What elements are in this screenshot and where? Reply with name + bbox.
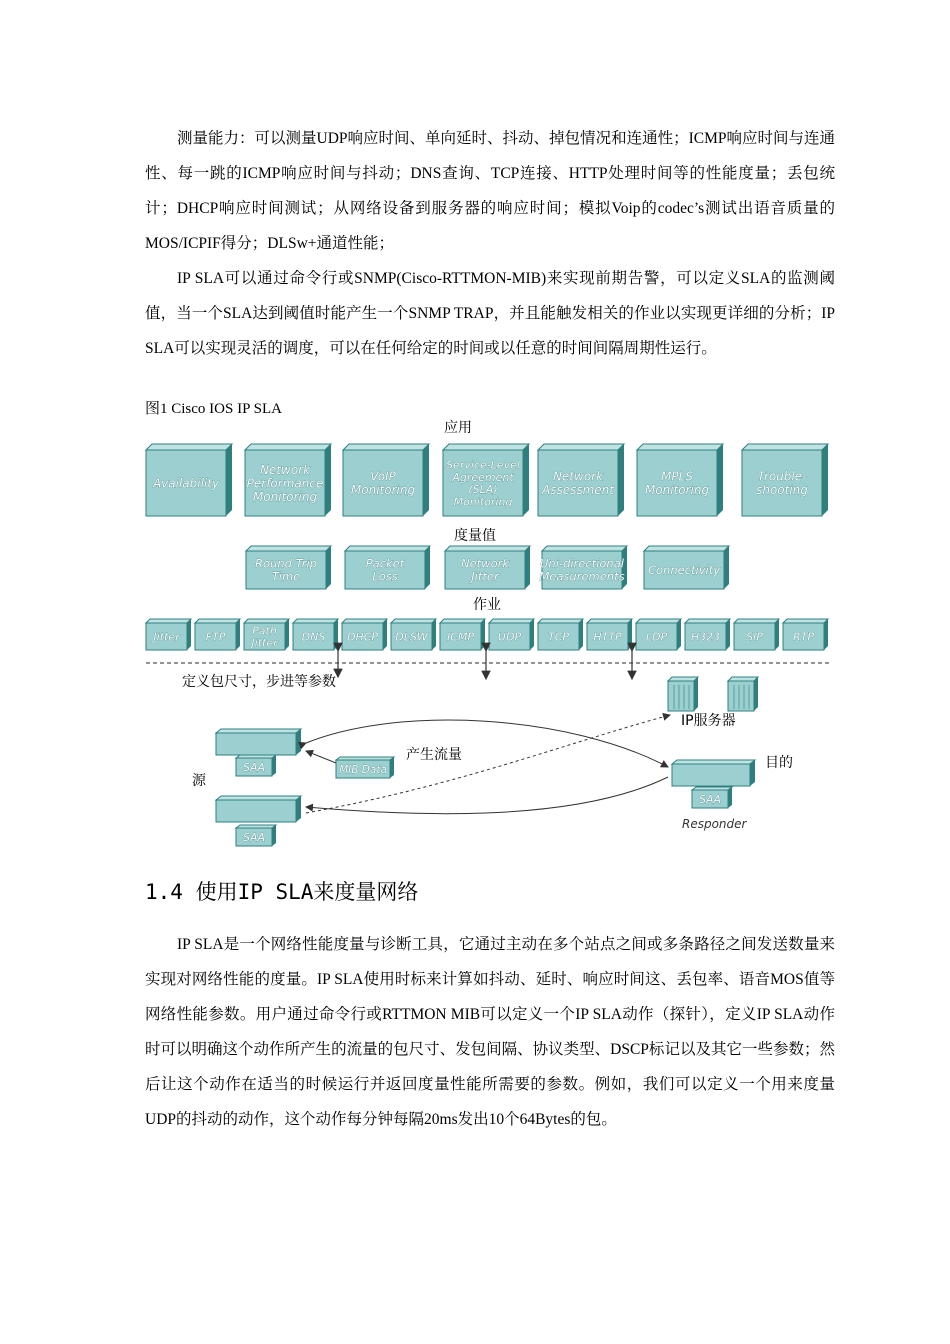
application-box-text: Network [259,462,311,477]
application-box-text: Agreement [452,470,514,484]
application-box [742,444,828,516]
application-box-text: Trouble- [757,469,807,484]
saa-box-source-bottom [236,825,276,846]
metric-box-text: Loss [372,569,398,584]
ip-server-2 [728,677,758,711]
applications-row [146,444,828,516]
operation-box-text: Jitter [251,636,278,650]
application-box-text: MPLS [661,469,693,484]
operation-box-text: FTP [205,630,226,644]
application-box-text: Monitoring [644,483,710,498]
paragraph-ip-sla-overview: IP SLA是一个网络性能度量与诊断工具，它通过主动在多个站点之间或多条路径之间发送数量来实现对网络性能的度量。IP SLA使用时标来计算如抖动、延时、响应时间这、丢包率、语音MOS值等网络性能参数。用户通过命令行或RTTMON MIB可以定义一个IP SLA动作（探针），定义IP SLA动作时可以明确这个动作所产生的流量的包尺寸、发包间隔、协议类型、DSCP标记以及其它一些参数；然后让这个动作在适当的时候运行并返回度量性能所需要的参数。例如，我们可以定义一个用来度量UDP的抖动的动作，这个动作每分钟每隔20ms发出10个64Bytes的包。 [145,936,835,1128]
operation-box [587,619,632,650]
metric-box-text: Jitter [471,569,499,584]
operation-box-text: ICMP [446,630,475,644]
metric-box-text: Network [460,556,510,571]
traffic-curve-from-destination [306,777,668,814]
operation-box-text: LDP [645,630,668,644]
operation-box-text: UDP [497,630,522,644]
mib-to-source-arrow [306,751,336,763]
operation-box [440,619,485,650]
operation-box [685,619,730,650]
operation-box-text: HTTP [593,630,622,644]
metric-box-text: Connectivity [647,563,721,578]
operation-box [293,619,338,650]
operation-box-text: Path [252,624,277,638]
metrics-row [246,546,729,589]
metric-box-text: Round Trip [255,556,317,571]
application-box-text: Performance [246,476,324,491]
source-router-bottom [216,796,301,822]
operation-box [391,619,436,650]
metrics-label: 度量值 [454,528,496,544]
operations-label: 作业 [473,597,501,613]
ip-server-1 [668,677,698,711]
metric-box [644,546,729,589]
application-box-text: (SLA) [468,483,498,497]
section-heading: 1.4 使用IP SLA来度量网络 [145,880,419,904]
operation-box [195,619,240,650]
application-box [245,444,331,516]
application-box-text: Monitoring [350,483,416,498]
operation-box [489,619,534,650]
saa-box-destination [692,787,732,808]
operation-box-text: DNS [301,630,326,644]
application-box [637,444,723,516]
operation-box [244,619,289,650]
application-box [343,444,429,516]
metric-box [345,546,430,589]
saa-label: SAA [242,831,266,844]
mib-data-box [336,757,394,778]
application-box-text: Monitoring [252,489,318,504]
figure-caption: 图1 Cisco IOS IP SLA [145,401,282,417]
paragraph-ip-sla-alerts: IP SLA可以通过命令行或SNMP(Cisco-RTTMON-MIB)来实现前期告警，可以定义SLA的监测阈值，当一个SLA达到阈值时能产生一个SNMP TRAP，并且能触发相关的作业以实现更详细的分析；IP SLA可以实现灵活的调度，可以在任何给定的时间或以任意的时间间隔周期性运行。 [145,270,835,357]
responder-label: Responder [682,817,747,831]
application-box [146,444,232,516]
metric-box-text: Time [271,569,301,584]
saa-label: SAA [242,761,266,774]
operation-box [734,619,779,650]
applications-label: 应用 [444,420,472,436]
cisco-ios-ip-sla-diagram [140,415,840,855]
operation-box-text: DHCP [346,630,379,644]
metric-box [246,546,331,589]
operation-box-text: H323 [690,630,721,644]
application-box-text: Service-Level [446,458,520,472]
operation-box-text: SIP [746,630,763,644]
application-box-text: Network [552,469,604,484]
operation-box [146,619,191,650]
application-box-text: Availability [152,476,220,491]
metric-box-text: Measurements [539,569,625,584]
params-label: 定义包尺寸，步进等参数 [182,674,336,690]
operation-box [636,619,681,650]
application-box-text: shooting [756,483,808,498]
metric-box-text: Uni-directional [540,556,624,571]
destination-label: 目的 [765,755,793,771]
operation-box-text: DLSW [395,630,428,644]
operation-box [342,619,387,650]
metric-box [539,546,627,589]
mib-data-label: MIB Data [339,764,387,776]
metric-box [445,546,530,589]
operation-box [538,619,583,650]
operation-box-text: RTP [793,630,814,644]
application-box-text: Assessment [542,483,614,498]
traffic-label: 产生流量 [406,747,462,763]
saa-box-source-top [236,755,276,776]
ip-server-label: IP服务器 [681,713,736,729]
destination-router [672,760,755,786]
metric-box-text: Packet [365,556,405,571]
saa-label: SAA [698,793,722,806]
application-box [443,444,529,516]
operations-row [146,619,828,650]
operation-box-text: Jitter [153,630,180,644]
application-box [538,444,624,516]
operation-box [783,619,828,650]
application-box-text: Monitoring [453,495,513,509]
operation-box-text: TCP [547,630,570,644]
paragraph-measurement-capabilities: 测量能力：可以测量UDP响应时间、单向延时、抖动、掉包情况和连通性；ICMP响应时间与连通性、每一跳的ICMP响应时间与抖动；DNS查询、TCP连接、HTTP处理时间等的性能度量；丢包统计；DHCP响应时间测试；从网络设备到服务器的响应时间；模拟Voip的codec’s测试出语音质量的MOS/ICPIF得分；DLSw+通道性能； [145,130,835,252]
source-label: 源 [192,773,206,789]
source-router-top [216,729,301,755]
application-box-text: VoIP [370,469,396,484]
